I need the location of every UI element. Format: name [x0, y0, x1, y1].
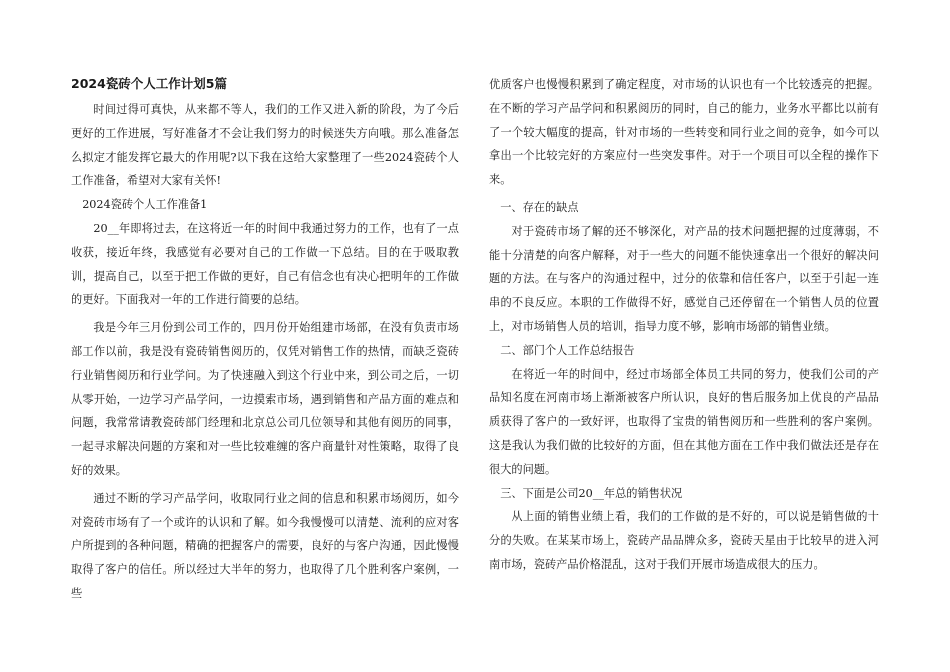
right-column: [489, 73, 879, 577]
paragraph: 在将近一年的时间中，经过市场部全体员工共同的努力，使我们公司的产品知名度在河南市场上渐渐被客户所认识，良好的售后服务加上优良的产品品质获得了客户的一致好评，也取得了宝贵的销售阅历和一些胜利的客户案例。这是我认为我们做的比较好的方面，但在其他方面在工作中我们做法还是存在很大的问题。: [489, 367, 879, 476]
heading-department-report: 二、部门个人工作总结报告: [500, 343, 635, 357]
heading-sales-status: 三、下面是公司20__年总的销售状况: [500, 486, 683, 500]
continued-paragraph: 优质客户也慢慢积累到了确定程度，对市场的认识也有一个比较透亮的把握。在不断的学习产品学问和积累阅历的同时，自己的能力，业务水平都比以前有了一个较大幅度的提高，针对市场的一些转变和同行业之间的竞争，如今可以拿出一个比较完好的方案应付一些突发事件。对于一个项目可以全程的操作下来。: [489, 78, 879, 187]
heading-shortcomings: 一、存在的缺点: [500, 200, 579, 214]
paragraph: 对于瓷砖市场了解的还不够深化，对产品的技术问题把握的过度薄弱，不能十分清楚的向客户解释，对于一些大的问题不能快速拿出一个很好的解决问题的方法。在与客户的沟通过程中，过分的依靠和信任客户，以至于引起一连串的不良反应。本职的工作做得不好，感觉自己还停留在一个销售人员的位置上，对市场销售人员的培训，指导力度不够，影响市场部的销售业绩。: [489, 224, 879, 333]
paragraph: 我是今年三月份到公司工作的，四月份开始组建市场部，在没有负责市场部工作以前，我是没有瓷砖销售阅历的，仅凭对销售工作的热情，而缺乏瓷砖行业销售阅历和行业学问。为了快速融入到这个行业中来，到公司之后，一切从零开始，一边学习产品学问，一边摸索市场，遇到销售和产品方面的难点和问题，我常常请教瓷砖部门经理和北京总公司几位领导和其他有阅历的同事，一起寻求解决问题的方案和对一些比较难缠的客户商量针对性策略，取得了良好的效果。: [71, 321, 459, 477]
section-heading-1: 2024瓷砖个人工作准备1: [82, 198, 208, 212]
paragraph: 从上面的销售业绩上看，我们的工作做的是不好的，可以说是销售做的十分的失败。在某某市场上，瓷砖产品品牌众多，瓷砖天星由于比较早的进入河南市场，瓷砖产品价格混乱，这对于我们开展市场造成很大的压力。: [489, 510, 879, 571]
intro-paragraph: 时间过得可真快，从来都不等人，我们的工作又进入新的阶段，为了今后更好的工作进展，写好准备才不会让我们努力的时候迷失方向哦。那么准备怎么拟定才能发挥它最大的作用呢?以下我在这给大家整理了一些2024瓷砖个人工作准备，希望对大家有关怀!: [71, 103, 459, 188]
paragraph: 通过不断的学习产品学问，收取同行业之间的信息和积累市场阅历，如今对瓷砖市场有了一个或许的认识和了解。如今我慢慢可以清楚、流利的应对客户所提到的各种问题，精确的把握客户的需要，良好的与客户沟通，因此慢慢取得了客户的信任。所以经过大半年的努力，也取得了几个胜利客户案例，一些: [71, 491, 459, 600]
left-column: [71, 72, 459, 606]
paragraph: 20__年即将过去，在这将近一年的时间中我通过努力的工作，也有了一点收获，接近年终，我感觉有必要对自己的工作做一下总结。目的在于吸取教训，提高自己，以至于把工作做的更好，自己有信念也有决心把明年的工作做的更好。下面我对一年的工作进行简要的总结。: [71, 221, 459, 307]
document-title: 2024瓷砖个人工作计划5篇: [71, 76, 227, 91]
